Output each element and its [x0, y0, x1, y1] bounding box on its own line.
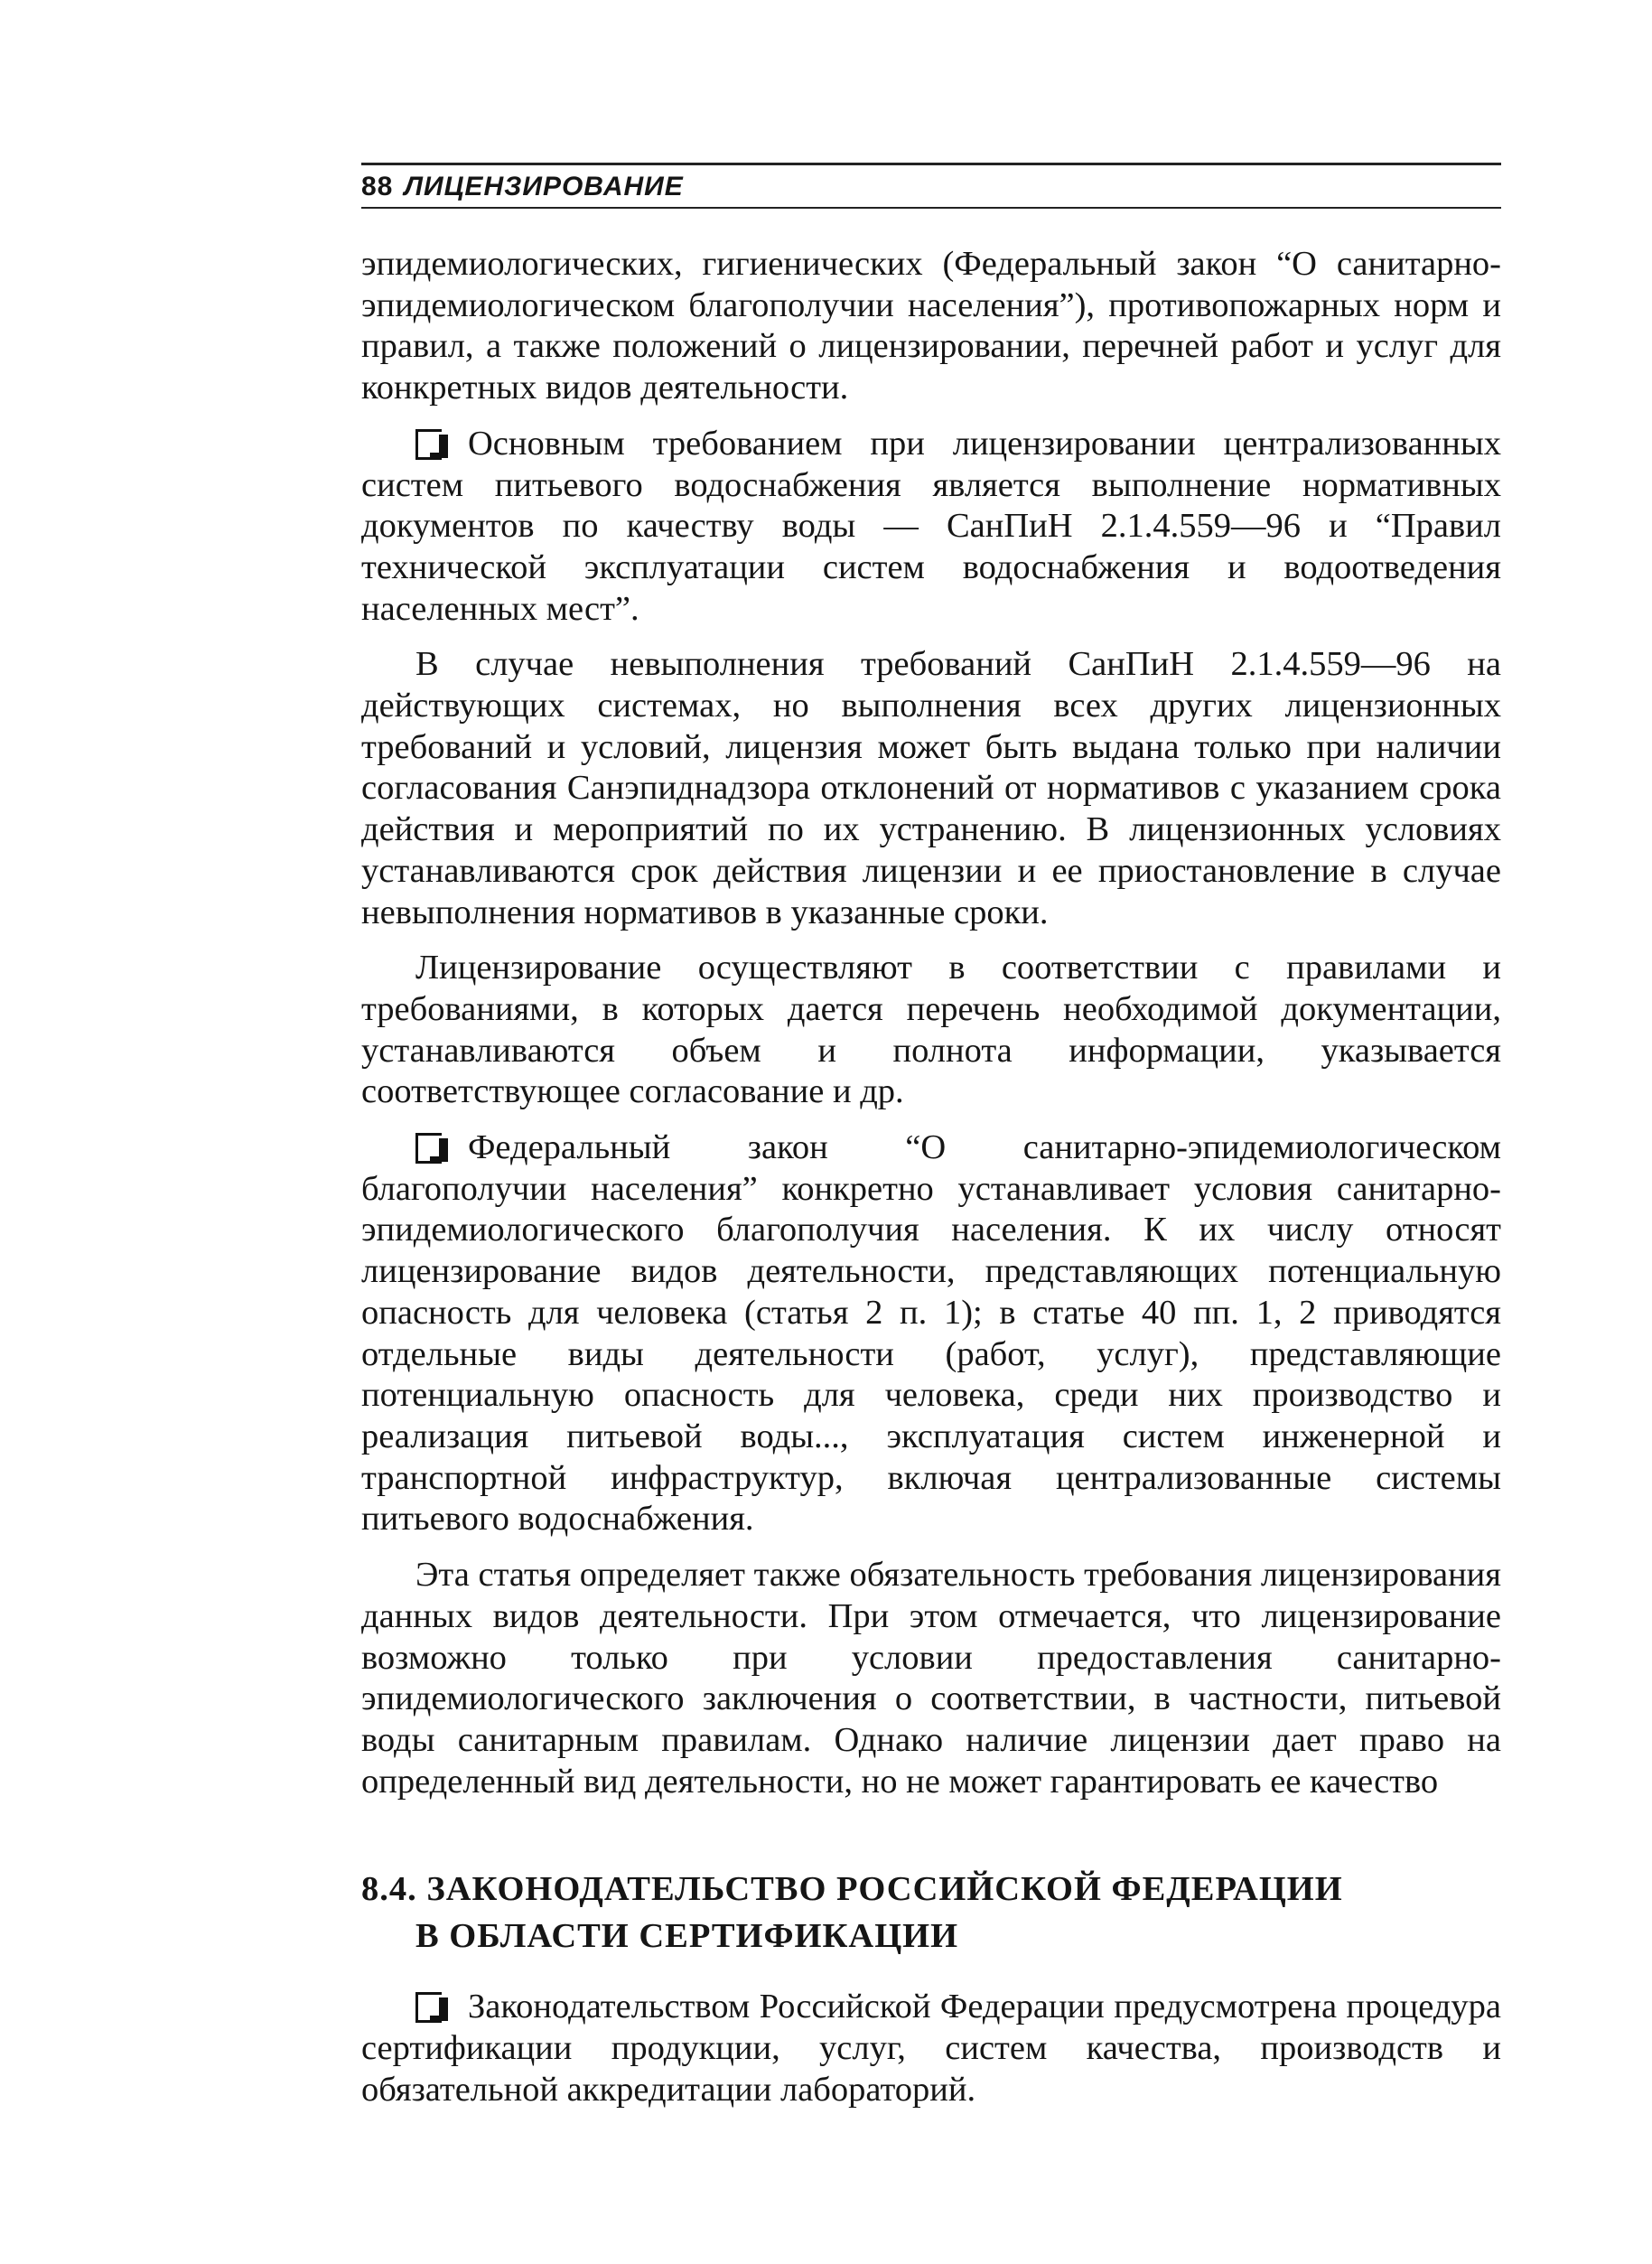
- book-page: [361, 136, 1501, 2109]
- paragraph-5: [361, 1127, 1501, 1540]
- running-head: [361, 136, 1501, 202]
- paragraph-6: Эта статья определяет также обязательность требования лицензирования данных видов деятельности. При этом отмечается, что лицензирование возможно только при условии предоставления санитарно-эпидемиологического заключения о соответствии, в частности, питьевой воды санитарным правилам. Однако наличие лицензии дает право на определенный вид деятельности, но не может гарантировать ее качество: [361, 1556, 1501, 1801]
- paragraph-5-text: Федеральный закон “О санитарно-эпидемиологическом благополучии населения” конкретно устанавливает условия санитарно-эпидемиологического благополучия населения. К их числу относят лицензирование видов деятельности, представляющих потенциальную опасность для человека (статья 2 п. 1); в статье 40 пп. 1, 2 приводятся отдельные виды деятельности (работ, услуг), представляющие потенциальную опасность для человека, среди них производство и реализация питьевой воды..., эксплуатация систем инженерной и транспортной инфраструктур, включая централизованные системы питьевого водоснабжения.: [361, 1128, 1501, 1539]
- section-heading: [361, 1866, 1501, 1960]
- checkbox-bullet-icon: [415, 426, 455, 458]
- section-number: 8.4.: [361, 1870, 417, 1909]
- checkbox-bullet-icon: [415, 1988, 455, 2021]
- paragraph-1: эпидемиологических, гигиенических (Федеральный закон “О санитарно-эпидемиологическом благополучии населения”), противопожарных норм и правил, а также положений о лицензировании, перечней работ и услуг для конкретных видов деятельности.: [361, 245, 1501, 407]
- section-title-line2: В ОБЛАСТИ СЕРТИФИКАЦИИ: [415, 1917, 959, 1956]
- header-rule-bottom: [361, 207, 1501, 209]
- paragraph-3: В случае невыполнения требований СанПиН 2.1.4.559—96 на действующих системах, но выполнения всех других лицензионных требований и условий, лицензия может быть выдана только при наличии согласования Санэпиднадзора отклонений от нормативов с указанием срока действия и мероприятий по их устранению. В лицензионных условиях устанавливаются срок действия лицензии и ее приостановление в случае невыполнения нормативов в указанные сроки.: [361, 645, 1501, 931]
- paragraph-2-text: Основным требованием при лицензировании централизованных систем питьевого водоснабжения является выполнение нормативных документов по качеству воды — СанПиН 2.1.4.559—96 и “Правил технической эксплуатации систем водоснабжения и водоотведения населенных мест”.: [361, 424, 1501, 628]
- header-rule-top: [361, 163, 1501, 165]
- running-title: ЛИЦЕНЗИРОВАНИЕ: [404, 172, 684, 201]
- paragraph-4: Лицензирование осуществляют в соответствии с правилами и требованиями, в которых дается перечень необходимой документации, устанавливаются объем и полнота информации, указывается соответствующее согласование и др.: [361, 949, 1501, 1111]
- section-title-line1: ЗАКОНОДАТЕЛЬСТВО РОССИЙСКОЙ ФЕДЕРАЦИИ: [426, 1870, 1343, 1909]
- page-body: [361, 244, 1501, 2110]
- checkbox-bullet-icon: [415, 1129, 455, 1162]
- paragraph-7: [361, 1987, 1501, 2110]
- paragraph-2: [361, 424, 1501, 631]
- paragraph-7-text: Законодательством Российской Федерации предусмотрена процедура сертификации продукции, услуг, систем качества, производств и обязательной аккредитации лабораторий.: [361, 1988, 1501, 2109]
- page-number: 88: [361, 172, 394, 201]
- header-text: [361, 172, 684, 202]
